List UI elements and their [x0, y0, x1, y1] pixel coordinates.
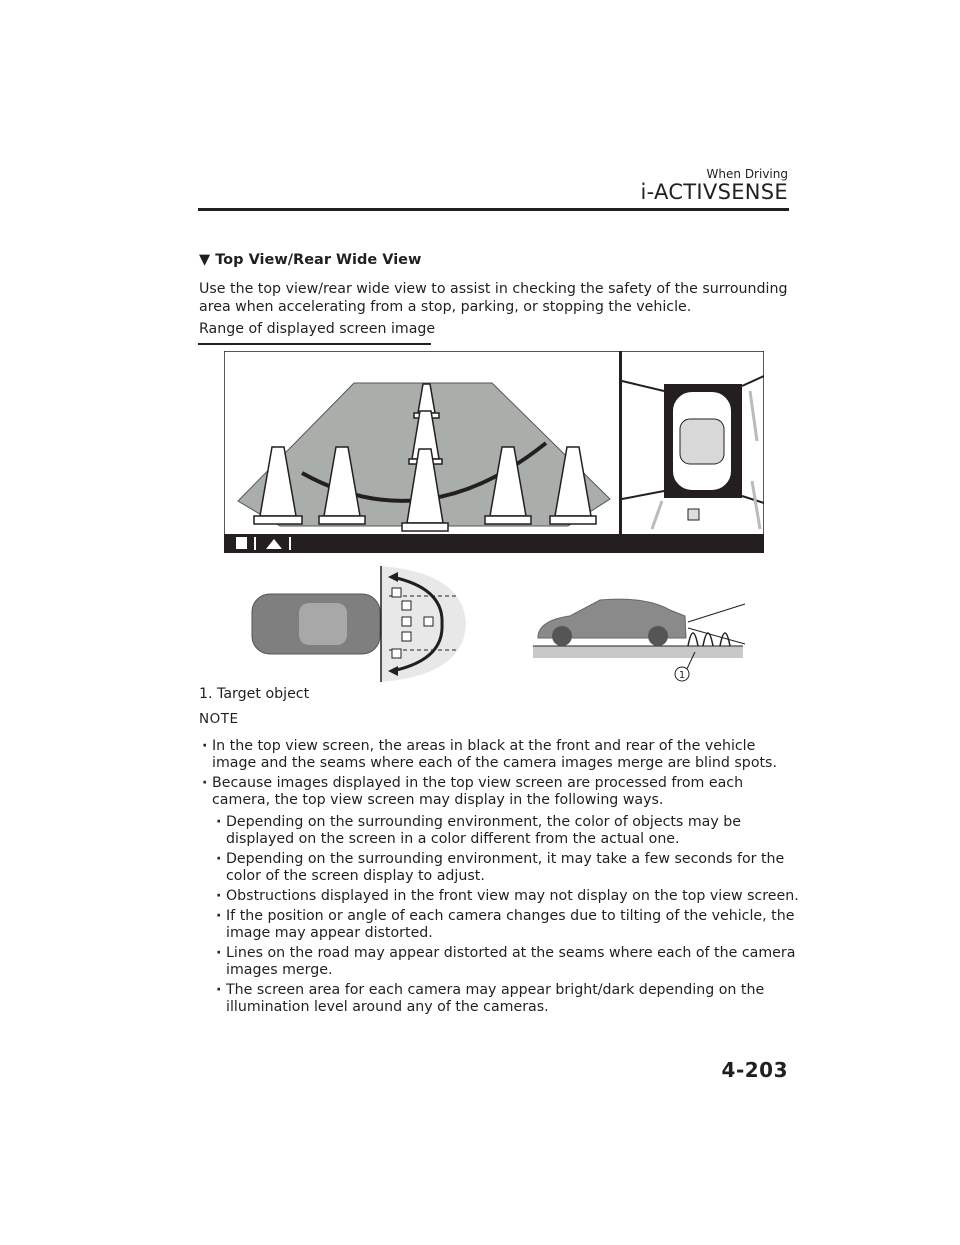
screen-illustration: [224, 351, 764, 553]
list-item: · Lines on the road may appear distorted at the seams where each of the camera images merge.: [213, 945, 803, 979]
list-item: · Depending on the surrounding environment, the color of objects may be displayed on the screen in a color different from the actual one.: [213, 814, 803, 848]
callout-number: 1: [678, 670, 686, 681]
section-title: [199, 252, 421, 268]
section-title-text: Top View/Rear Wide View: [215, 252, 422, 268]
figure-legend: 1. Target object: [199, 686, 310, 702]
chapter-label: When Driving: [706, 167, 788, 181]
page-number: 4-203: [721, 1058, 788, 1082]
subheading: Range of displayed screen image: [199, 321, 436, 337]
list-item: · In the top view screen, the areas in black at the front and rear of the vehicle image and the seams where each of the camera images merge are blind spots.: [199, 738, 799, 772]
header-rule: [198, 208, 789, 211]
list-item: · The screen area for each camera may appear bright/dark depending on the illumination level around any of the cameras.: [213, 982, 803, 1016]
intro-paragraph: Use the top view/rear wide view to assist in checking the safety of the surrounding area when accelerating from a stop, parking, or stopping the vehicle.: [199, 281, 788, 315]
note-list: [199, 738, 799, 812]
subheading-underline: [198, 343, 431, 345]
top-view-car-diagram: [244, 563, 469, 685]
triangle-marker-icon: ▼: [199, 252, 211, 268]
note-label: NOTE: [199, 711, 239, 727]
note-sublist: [213, 814, 803, 1019]
list-item: · Obstructions displayed in the front view may not display on the top view screen.: [213, 888, 803, 905]
list-item: · Depending on the surrounding environment, it may take a few seconds for the color of the screen display to adjust.: [213, 851, 803, 885]
list-item: · Because images displayed in the top view screen are processed from each camera, the top view screen may display in the following ways.: [199, 775, 799, 809]
side-view-car-diagram: [530, 588, 746, 683]
section-header: i-ACTIVSENSE: [640, 180, 788, 204]
list-item: · If the position or angle of each camera changes due to tilting of the vehicle, the image may appear distorted.: [213, 908, 803, 942]
